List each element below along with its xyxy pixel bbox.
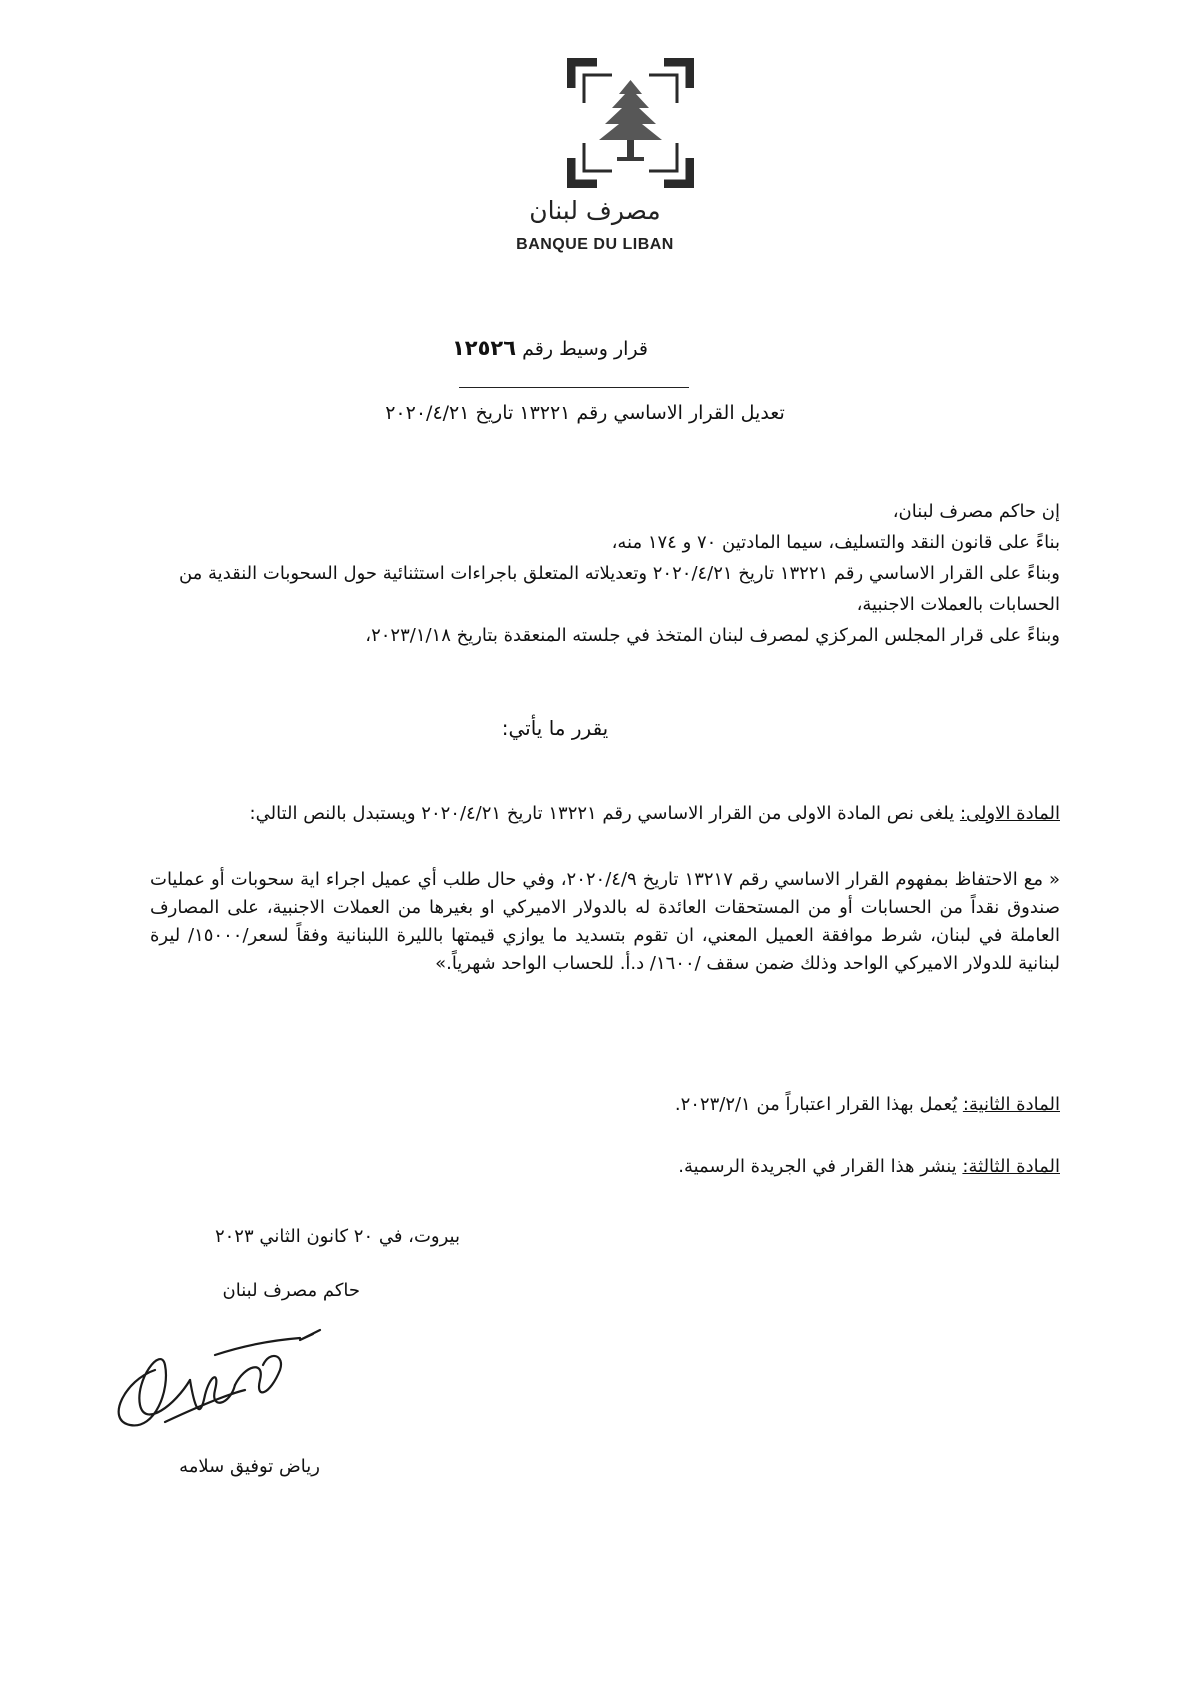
- preamble-line: وبناءً على القرار الاساسي رقم ١٣٢٢١ تاريخ ٢٠٢٠/٤/٢١ وتعديلاته المتعلق باجراءات استثنائية حول السحوبات النقدية من الحسابات بالعملات الاجنبية،: [178, 563, 1060, 615]
- signatory-name: رياض توفيق سلامه: [179, 1456, 320, 1477]
- decision-number: ١٢٥٢٦: [451, 336, 517, 360]
- decision-label: قرار وسيط رقم: [522, 338, 648, 360]
- handwritten-signature-icon: [95, 1310, 325, 1450]
- article-first-quote: « مع الاحتفاظ بمفهوم القرار الاساسي رقم ١٣٢١٧ تاريخ ٢٠٢٠/٤/٩، وفي حال طلب أي عميل اجراء اية سحوبات أو عمليات صندوق نقداً من الحسابات أو من المستحقات العائدة له بالدولار الاميركي او بغيرها من العملات الاجنبية، على المصارف العاملة في لبنان، شرط موافقة العميل المعني، ان تقوم بتسديد ما يوازي قيمتها بالليرة اللبنانية وفقاً لسعر/١٥٠٠٠/ ليرة لبنانية للدولار الاميركي الواحد وذلك ضمن سقف /١٦٠٠/ د.أ. للحساب الواحد شهرياً.»: [150, 869, 1060, 974]
- decides-heading: يقرر ما يأتي:: [501, 716, 609, 740]
- article-third-label: المادة الثالثة:: [962, 1156, 1060, 1177]
- preamble-line: إن حاكم مصرف لبنان،: [892, 501, 1060, 522]
- article-third-text: ينشر هذا القرار في الجريدة الرسمية.: [678, 1156, 963, 1177]
- decision-number-line: [420, 336, 680, 360]
- article-first-text: يلغى نص المادة الاولى من القرار الاساسي رقم ١٣٢٢١ تاريخ ٢٠٢٠/٤/٢١ ويستبدل بالنص التالي:: [249, 803, 960, 824]
- bank-name-arabic: مصرف لبنان: [529, 196, 661, 225]
- article-first-label: المادة الاولى:: [959, 803, 1060, 824]
- cedar-logo-icon: [567, 58, 694, 188]
- preamble-line: بناءً على قانون النقد والتسليف، سيما المادتين ٧٠ و ١٧٤ منه،: [611, 532, 1060, 553]
- place-date: بيروت، في ٢٠ كانون الثاني ٢٠٢٣: [214, 1226, 460, 1247]
- title-divider: [459, 387, 689, 388]
- article-first: [150, 800, 1060, 828]
- preamble-line: وبناءً على قرار المجلس المركزي لمصرف لبنان المتخذ في جلسته المنعقدة بتاريخ ٢٠٢٣/١/١٨،: [365, 625, 1060, 646]
- article-second: [150, 1091, 1060, 1119]
- signatory-title: حاكم مصرف لبنان: [222, 1280, 360, 1301]
- bank-name-french: BANQUE DU LIBAN: [516, 236, 674, 253]
- preamble: [150, 496, 1060, 651]
- decision-subject: تعديل القرار الاساسي رقم ١٣٢٢١ تاريخ ٢٠٢٠/٤/٢١: [385, 402, 785, 424]
- article-third: [150, 1153, 1060, 1181]
- article-second-label: المادة الثانية:: [962, 1094, 1060, 1115]
- article-second-text: يُعمل بهذا القرار اعتباراً من ٢٠٢٣/٢/١.: [674, 1094, 963, 1115]
